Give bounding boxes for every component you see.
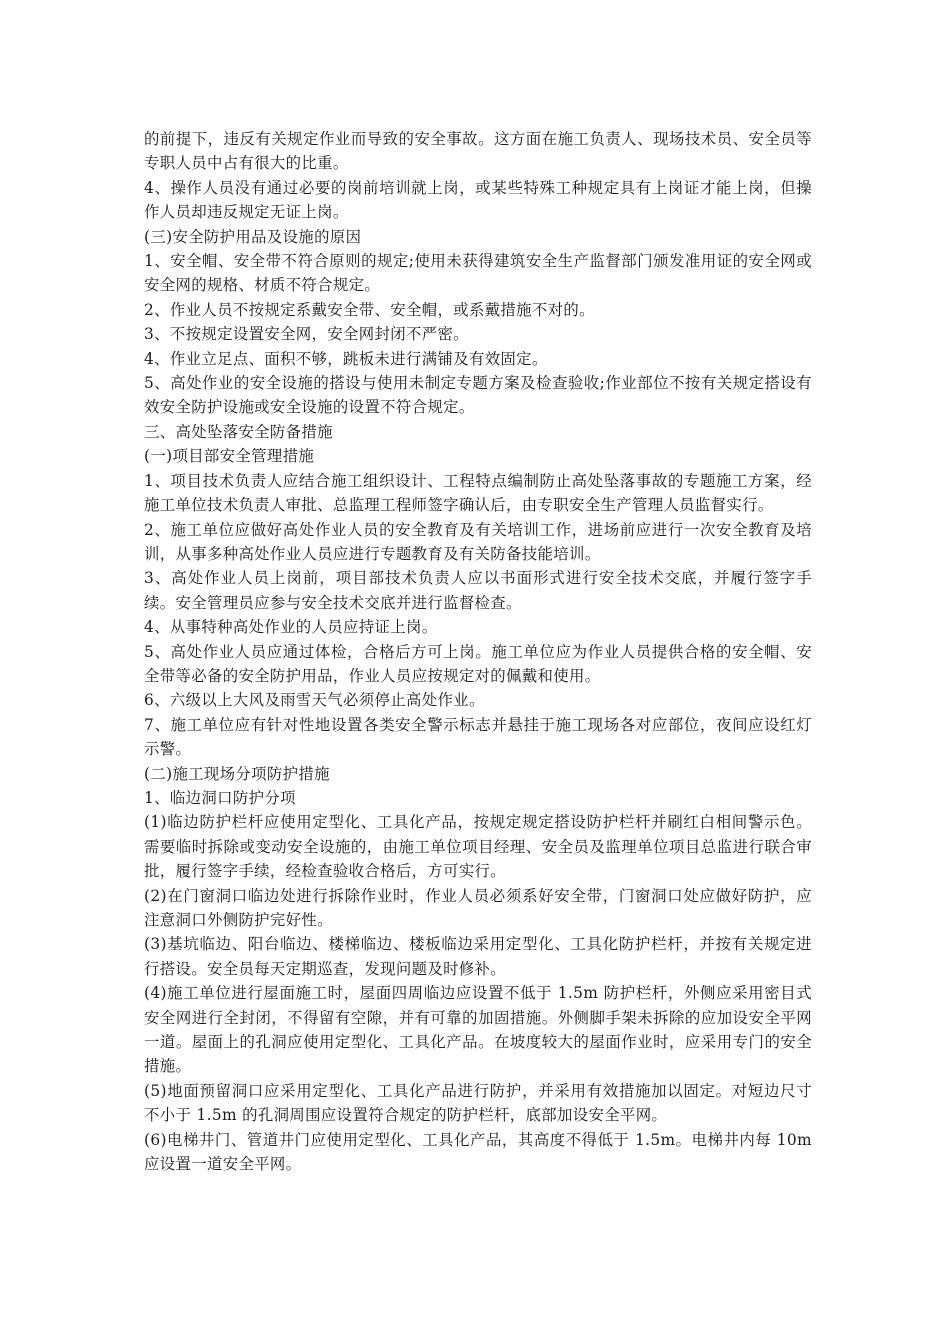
paragraph: 5、高处作业的安全设施的搭设与使用未制定专题方案及检查验收;作业部位不按有关规定搭设有效安全防护设施或安全设施的设置不符合规定。 [144,374,812,417]
section-heading: 三、高处坠落安全防备措施 [144,422,333,441]
paragraph: 2、施工单位应做好高处作业人员的安全教育及有关培训工作，进场前应进行一次安全教育及培训，从事多种高处作业人员应进行专题教育及有关防备技能培训。 [144,520,812,563]
section-heading: (二)施工现场分项防护措施 [144,764,330,783]
paragraph: 的前提下，违反有关规定作业而导致的安全事故。这方面在施工负责人、现场技术员、安全员等专职人员中占有很大的比重。 [144,130,812,173]
paragraph: 4、操作人员没有通过必要的岗前培训就上岗，或某些特殊工种规定具有上岗证才能上岗，但操作人员却违反规定无证上岗。 [144,178,812,222]
paragraph: (3)基坑临边、阳台临边、楼梯临边、楼板临边采用定型化、工具化防护栏杆，并按有关规定进行搭设。安全员每天定期巡查，发现问题及时修补。 [144,935,812,978]
paragraph: 1、项目技术负责人应结合施工组织设计、工程特点编制防止高处坠落事故的专题施工方案，经施工单位技术负责人审批、总监理工程师签字确认后，由专职安全生产管理人员监督实行。 [144,471,812,515]
section-heading: (三)安全防护用品及设施的原因 [144,227,362,246]
paragraph: 3、不按规定设置安全网，安全网封闭不严密。 [144,325,469,344]
paragraph: 2、作业人员不按规定系戴安全带、安全帽，或系戴措施不对的。 [144,300,595,319]
paragraph: 4、作业立足点、面积不够，跳板未进行满铺及有效固定。 [144,349,548,368]
document-body [144,127,812,1176]
section-heading: 1、临边洞口防护分项 [144,788,296,807]
paragraph: (4)施工单位进行屋面施工时，屋面四周临边应设置不低于 1.5m 防护栏杆，外侧应采用密目式安全网进行全封闭，不得留有空隙，并有可靠的加固措施。外侧脚手架未拆除的应加设安全平网一道。屋面上的孔洞应使用定型化、工具化产品。在坡度较大的屋面作业时，应采用专门的安全措施。 [144,984,812,1076]
paragraph: 4、从事特种高处作业的人员应持证上岗。 [144,618,438,637]
section-heading: (一)项目部安全管理措施 [144,447,315,466]
paragraph: (6)电梯井门、管道井门应使用定型化、工具化产品，其高度不得低于 1.5m。电梯井内每 10m 应设置一道安全平网。 [144,1130,812,1174]
paragraph: 7、施工单位应有针对性地设置各类安全警示标志并悬挂于施工现场各对应部位，夜间应设红灯示警。 [144,715,812,759]
paragraph: (1)临边防护栏杆应使用定型化、工具化产品，按规定规定搭设防护栏杆并刷红白相间警示色。需要临时拆除或变动安全设施的，由施工单位项目经理、安全员及监理单位项目总监进行联合审批，履行签字手续，经检查验收合格后，方可实行。 [144,813,812,881]
paragraph: 6、六级以上大风及雨雪天气必须停止高处作业。 [144,691,485,710]
paragraph: 5、高处作业人员应通过体检，合格后方可上岗。施工单位应为作业人员提供合格的安全帽、安全带等必备的安全防护用品，作业人员应按规定对的佩戴和使用。 [144,642,812,685]
paragraph: 3、高处作业人员上岗前，项目部技术负责人应以书面形式进行安全技术交底，并履行签字手续。安全管理员应参与安全技术交底并进行监督检查。 [144,569,812,612]
paragraph: (5)地面预留洞口应采用定型化、工具化产品进行防护，并采用有效措施加以固定。对短边尺寸不小于 1.5m 的孔洞周围应设置符合规定的防护栏杆，底部加设安全平网。 [144,1081,812,1125]
paragraph: (2)在门窗洞口临边处进行拆除作业时，作业人员必须系好安全带，门窗洞口处应做好防护，应注意洞口外侧防护完好性。 [144,886,812,929]
paragraph: 1、安全帽、安全带不符合原则的规定;使用未获得建筑安全生产监督部门颁发准用证的安全网或安全网的规格、材质不符合规定。 [144,252,812,295]
